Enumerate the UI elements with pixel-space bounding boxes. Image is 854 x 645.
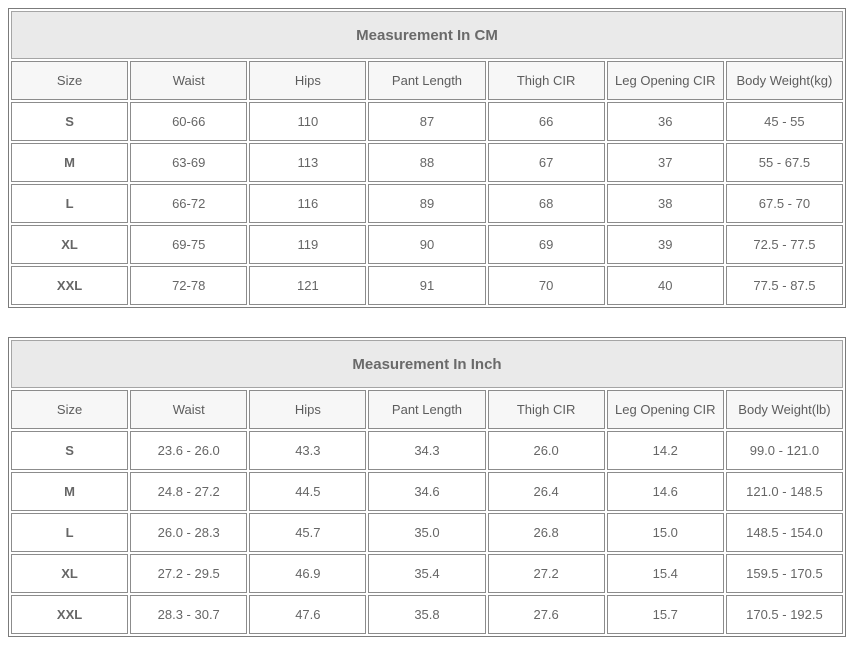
table-body: [11, 431, 843, 634]
column-header: Body Weight(kg): [726, 61, 843, 100]
size-cell: M: [11, 143, 128, 182]
value-cell: 90: [368, 225, 485, 264]
value-cell: 63-69: [130, 143, 247, 182]
size-cell: S: [11, 102, 128, 141]
value-cell: 35.0: [368, 513, 485, 552]
value-cell: 148.5 - 154.0: [726, 513, 843, 552]
value-cell: 69: [488, 225, 605, 264]
table-row: [11, 225, 843, 264]
value-cell: 26.8: [488, 513, 605, 552]
size-cell: M: [11, 472, 128, 511]
value-cell: 35.4: [368, 554, 485, 593]
value-cell: 47.6: [249, 595, 366, 634]
value-cell: 45 - 55: [726, 102, 843, 141]
value-cell: 91: [368, 266, 485, 305]
value-cell: 45.7: [249, 513, 366, 552]
value-cell: 70: [488, 266, 605, 305]
table-row: [11, 143, 843, 182]
value-cell: 116: [249, 184, 366, 223]
size-cell: S: [11, 431, 128, 470]
value-cell: 159.5 - 170.5: [726, 554, 843, 593]
value-cell: 87: [368, 102, 485, 141]
value-cell: 55 - 67.5: [726, 143, 843, 182]
header-row: [11, 61, 843, 100]
value-cell: 15.0: [607, 513, 724, 552]
value-cell: 60-66: [130, 102, 247, 141]
value-cell: 39: [607, 225, 724, 264]
table-row: [11, 431, 843, 470]
value-cell: 43.3: [249, 431, 366, 470]
size-cell: L: [11, 184, 128, 223]
value-cell: 170.5 - 192.5: [726, 595, 843, 634]
column-header: Thigh CIR: [488, 390, 605, 429]
value-cell: 36: [607, 102, 724, 141]
header-row: [11, 390, 843, 429]
value-cell: 15.4: [607, 554, 724, 593]
measurement-table-2: [8, 337, 846, 637]
value-cell: 44.5: [249, 472, 366, 511]
column-header: Hips: [249, 61, 366, 100]
value-cell: 24.8 - 27.2: [130, 472, 247, 511]
value-cell: 66: [488, 102, 605, 141]
table-row: [11, 184, 843, 223]
column-header: Thigh CIR: [488, 61, 605, 100]
value-cell: 27.6: [488, 595, 605, 634]
value-cell: 67.5 - 70: [726, 184, 843, 223]
value-cell: 23.6 - 26.0: [130, 431, 247, 470]
value-cell: 77.5 - 87.5: [726, 266, 843, 305]
value-cell: 99.0 - 121.0: [726, 431, 843, 470]
table-title: Measurement In CM: [11, 11, 843, 59]
title-row: [11, 340, 843, 388]
value-cell: 15.7: [607, 595, 724, 634]
column-header: Leg Opening CIR: [607, 61, 724, 100]
table-row: [11, 266, 843, 305]
value-cell: 34.6: [368, 472, 485, 511]
column-header: Hips: [249, 390, 366, 429]
table-row: [11, 472, 843, 511]
value-cell: 121.0 - 148.5: [726, 472, 843, 511]
size-cell: XL: [11, 225, 128, 264]
value-cell: 66-72: [130, 184, 247, 223]
value-cell: 113: [249, 143, 366, 182]
value-cell: 121: [249, 266, 366, 305]
value-cell: 27.2: [488, 554, 605, 593]
title-row: [11, 11, 843, 59]
value-cell: 89: [368, 184, 485, 223]
table-row: [11, 102, 843, 141]
value-cell: 110: [249, 102, 366, 141]
column-header: Waist: [130, 390, 247, 429]
size-cell: XL: [11, 554, 128, 593]
value-cell: 46.9: [249, 554, 366, 593]
size-cell: XXL: [11, 266, 128, 305]
table-title: Measurement In Inch: [11, 340, 843, 388]
value-cell: 119: [249, 225, 366, 264]
value-cell: 37: [607, 143, 724, 182]
value-cell: 40: [607, 266, 724, 305]
value-cell: 35.8: [368, 595, 485, 634]
size-cell: L: [11, 513, 128, 552]
column-header: Leg Opening CIR: [607, 390, 724, 429]
measurement-table-1: [8, 8, 846, 308]
value-cell: 72-78: [130, 266, 247, 305]
column-header: Size: [11, 390, 128, 429]
value-cell: 28.3 - 30.7: [130, 595, 247, 634]
value-cell: 88: [368, 143, 485, 182]
table-row: [11, 513, 843, 552]
table-body: [11, 102, 843, 305]
column-header: Size: [11, 61, 128, 100]
value-cell: 27.2 - 29.5: [130, 554, 247, 593]
table-row: [11, 595, 843, 634]
value-cell: 38: [607, 184, 724, 223]
value-cell: 26.0: [488, 431, 605, 470]
value-cell: 34.3: [368, 431, 485, 470]
column-header: Pant Length: [368, 61, 485, 100]
column-header: Body Weight(lb): [726, 390, 843, 429]
column-header: Waist: [130, 61, 247, 100]
size-cell: XXL: [11, 595, 128, 634]
size-charts-container: [8, 8, 846, 637]
value-cell: 14.6: [607, 472, 724, 511]
value-cell: 67: [488, 143, 605, 182]
value-cell: 14.2: [607, 431, 724, 470]
value-cell: 68: [488, 184, 605, 223]
value-cell: 72.5 - 77.5: [726, 225, 843, 264]
table-row: [11, 554, 843, 593]
value-cell: 26.0 - 28.3: [130, 513, 247, 552]
column-header: Pant Length: [368, 390, 485, 429]
value-cell: 26.4: [488, 472, 605, 511]
value-cell: 69-75: [130, 225, 247, 264]
